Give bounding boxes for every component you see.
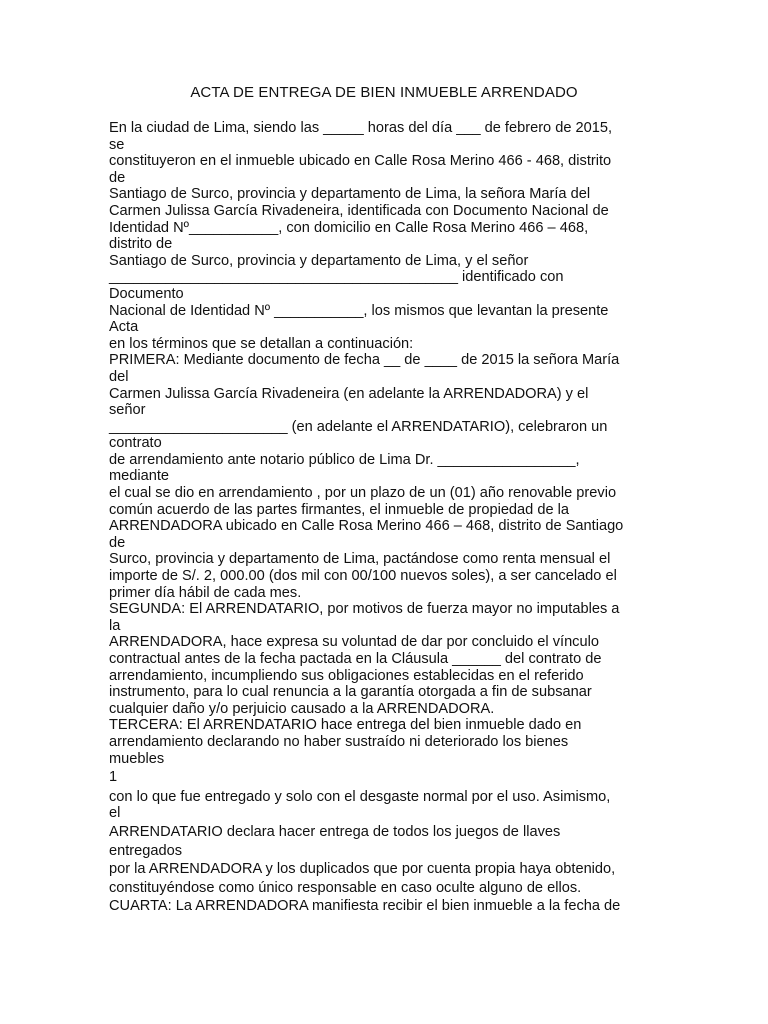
text-line: por la ARRENDADORA y los duplicados que por cuenta propia haya obtenido, — [109, 861, 616, 878]
document-title: ACTA DE ENTREGA DE BIEN INMUEBLE ARRENDADO — [190, 84, 578, 101]
text-line: ARRENDADORA, hace expresa su voluntad de dar por concluido el vínculo — [109, 634, 599, 651]
text-line: primer día hábil de cada mes. — [109, 584, 302, 601]
text-line: arrendamiento, incumpliendo sus obligaciones establecidas en el referido — [109, 667, 584, 684]
text-line: ARRENDADORA ubicado en Calle Rosa Merino 466 – 468, distrito de Santiago — [109, 518, 624, 535]
text-line: muebles — [109, 750, 165, 767]
text-line: TERCERA: El ARRENDATARIO hace entrega del bien inmueble dado en — [109, 717, 582, 734]
text-line: PRIMERA: Mediante documento de fecha __ de ____ de 2015 la señora María — [109, 352, 620, 369]
text-line: señor — [109, 402, 146, 419]
text-line: Santiago de Surco, provincia y departamento de Lima, y el señor — [109, 252, 529, 269]
text-line: Santiago de Surco, provincia y departamento de Lima, la señora María del — [109, 186, 591, 203]
text-line: mediante — [109, 468, 170, 485]
text-line: del — [109, 368, 129, 385]
text-line: Identidad Nº___________, con domicilio en Calle Rosa Merino 466 – 468, — [109, 219, 589, 236]
text-line: ARRENDATARIO declara hacer entrega de todos los juegos de llaves — [109, 823, 561, 840]
text-line: Carmen Julissa García Rivadeneira, identificada con Documento Nacional de — [109, 202, 609, 219]
text-line: Surco, provincia y departamento de Lima, pactándose como renta mensual el — [109, 551, 611, 568]
text-line: de — [109, 169, 126, 186]
text-line: Carmen Julissa García Rivadeneira (en adelante la ARRENDADORA) y el — [109, 385, 589, 402]
text-line: común acuerdo de las partes firmantes, el inmueble de propiedad de la — [109, 501, 569, 518]
text-line: en los términos que se detallan a continuación: — [109, 335, 414, 352]
text-line: contractual antes de la fecha pactada en la Cláusula ______ del contrato de — [109, 651, 602, 667]
text-line: importe de S/. 2, 000.00 (dos mil con 00/100 nuevos soles), a ser cancelado el — [109, 568, 617, 585]
text-line: SEGUNDA: El ARRENDATARIO, por motivos de fuerza mayor no imputables a — [109, 601, 620, 618]
text-line: ___________________________________________ identificado con — [109, 269, 564, 286]
text-line: la — [109, 617, 121, 634]
text-line: Documento — [109, 285, 184, 302]
text-line: con lo que fue entregado y solo con el desgaste normal por el uso. Asimismo, — [109, 788, 611, 805]
text-line: instrumento, para lo cual renuncia a la garantía otorgada a fin de subsanar — [109, 684, 592, 701]
text-line: En la ciudad de Lima, siendo las _____ horas del día ___ de febrero de 2015, — [109, 120, 613, 136]
text-line: Nacional de Identidad Nº ___________, los mismos que levantan la presente — [109, 302, 609, 319]
text-line: constituyéndose como único responsable en caso oculte alguno de ellos. — [109, 879, 582, 896]
document-body — [109, 120, 669, 915]
text-line: el cual se dio en arrendamiento , por un plazo de un (01) año renovable previo — [109, 485, 617, 502]
text-line: de — [109, 534, 126, 551]
text-line: arrendamiento declarando no haber sustraído ni deteriorado los bienes — [109, 733, 569, 750]
text-line: Acta — [109, 319, 139, 336]
text-line: CUARTA: La ARRENDADORA manifiesta recibir el bien inmueble a la fecha de — [109, 898, 621, 915]
text-line: constituyeron en el inmueble ubicado en Calle Rosa Merino 466 - 468, distrito — [109, 153, 612, 170]
text-line: cualquier daño y/o perjuicio causado a la ARRENDADORA. — [109, 700, 495, 717]
text-line: contrato — [109, 435, 162, 452]
text-line: 1 — [109, 769, 118, 786]
text-line: de arrendamiento ante notario público de Lima Dr. _________________, — [109, 451, 580, 468]
text-line: se — [109, 136, 125, 153]
text-line: entregados — [109, 842, 183, 859]
text-line: el — [109, 805, 121, 822]
text-line: ______________________ (en adelante el ARRENDATARIO), celebraron un — [109, 418, 608, 435]
text-line: distrito de — [109, 236, 173, 253]
